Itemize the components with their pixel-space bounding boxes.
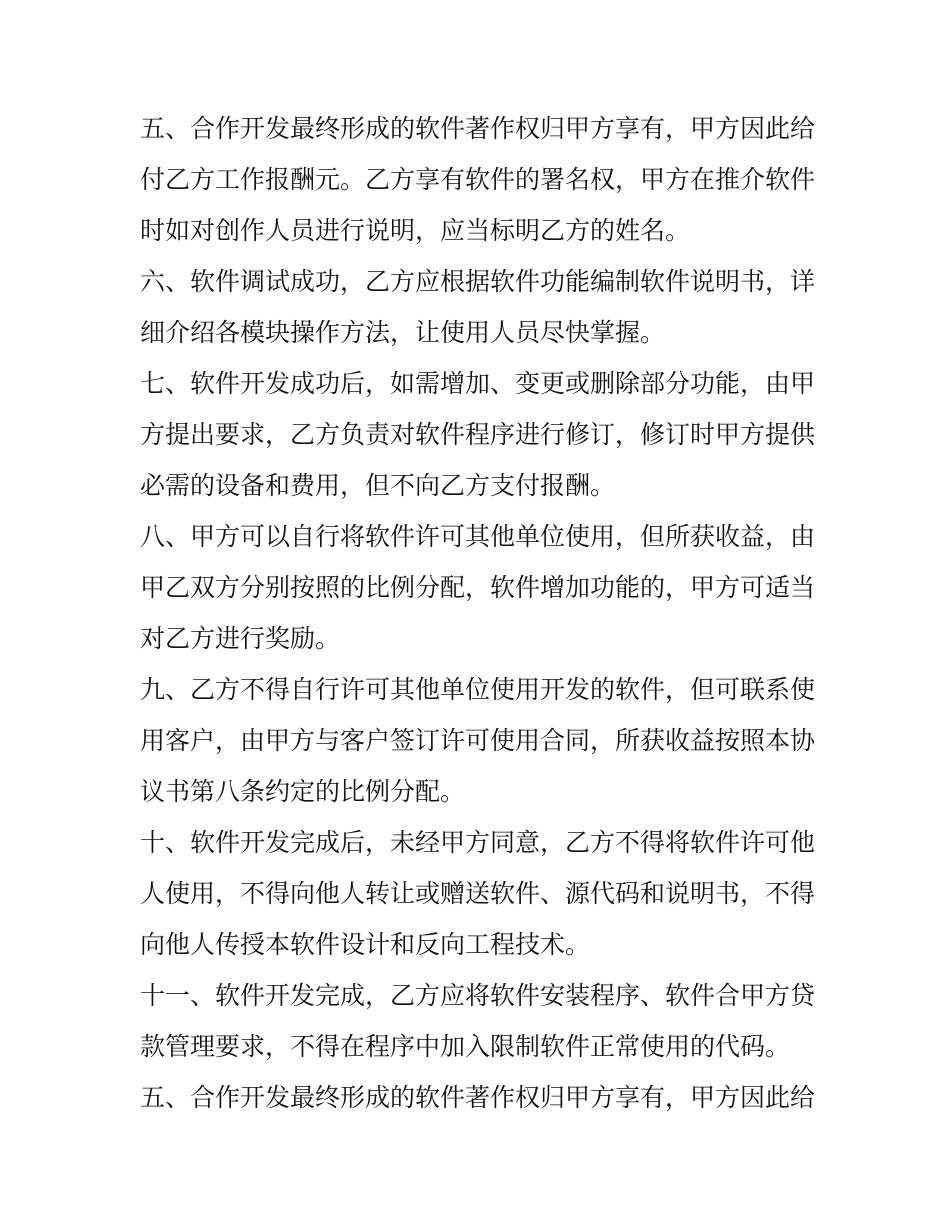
clause-10-line-2: 人使用，不得向他人转让或赠送软件、源代码和说明书，不得 (140, 879, 816, 908)
clause-11-line-2: 款管理要求，不得在程序中加入限制软件正常使用的代码。 (140, 1032, 791, 1061)
clause-5-line-2: 付乙方工作报酬元。乙方享有软件的署名权，甲方在推介软件 (140, 165, 816, 194)
clause-7-line-3: 必需的设备和费用，但不向乙方支付报酬。 (140, 471, 616, 500)
clause-7-line-2: 方提出要求，乙方负责对软件程序进行修订，修订时甲方提供 (140, 420, 816, 449)
clause-5-line-1: 五、合作开发最终形成的软件著作权归甲方享有，甲方因此给 (140, 114, 816, 143)
clause-10-line-1: 十、软件开发完成后，未经甲方同意，乙方不得将软件许可他 (140, 828, 816, 857)
clause-7-line-1: 七、软件开发成功后，如需增加、变更或删除部分功能，由甲 (140, 369, 816, 398)
clause-9-line-1: 九、乙方不得自行许可其他单位使用开发的软件，但可联系使 (140, 675, 816, 704)
clause-5-line-3: 时如对创作人员进行说明，应当标明乙方的姓名。 (140, 216, 691, 245)
clause-11-line-1: 十一、软件开发完成，乙方应将软件安装程序、软件合甲方贷 (140, 981, 816, 1010)
clause-5-repeat-line-1: 五、合作开发最终形成的软件著作权归甲方享有，甲方因此给 (140, 1083, 816, 1112)
clause-6-line-2: 细介绍各模块操作方法，让使用人员尽快掌握。 (140, 318, 666, 347)
clause-8-line-3: 对乙方进行奖励。 (140, 624, 341, 653)
clause-9-line-3: 议书第八条约定的比例分配。 (140, 777, 466, 806)
clause-6-line-1: 六、软件调试成功，乙方应根据软件功能编制软件说明书，详 (140, 267, 816, 296)
clause-10-line-3: 向他人传授本软件设计和反向工程技术。 (140, 930, 591, 959)
clause-8-line-2: 甲乙双方分别按照的比例分配，软件增加功能的，甲方可适当 (140, 573, 816, 602)
clause-8-line-1: 八、甲方可以自行将软件许可其他单位使用，但所获收益，由 (140, 522, 816, 551)
clause-9-line-2: 用客户，由甲方与客户签订许可使用合同，所获收益按照本协 (140, 726, 816, 755)
document-body (140, 103, 820, 1123)
